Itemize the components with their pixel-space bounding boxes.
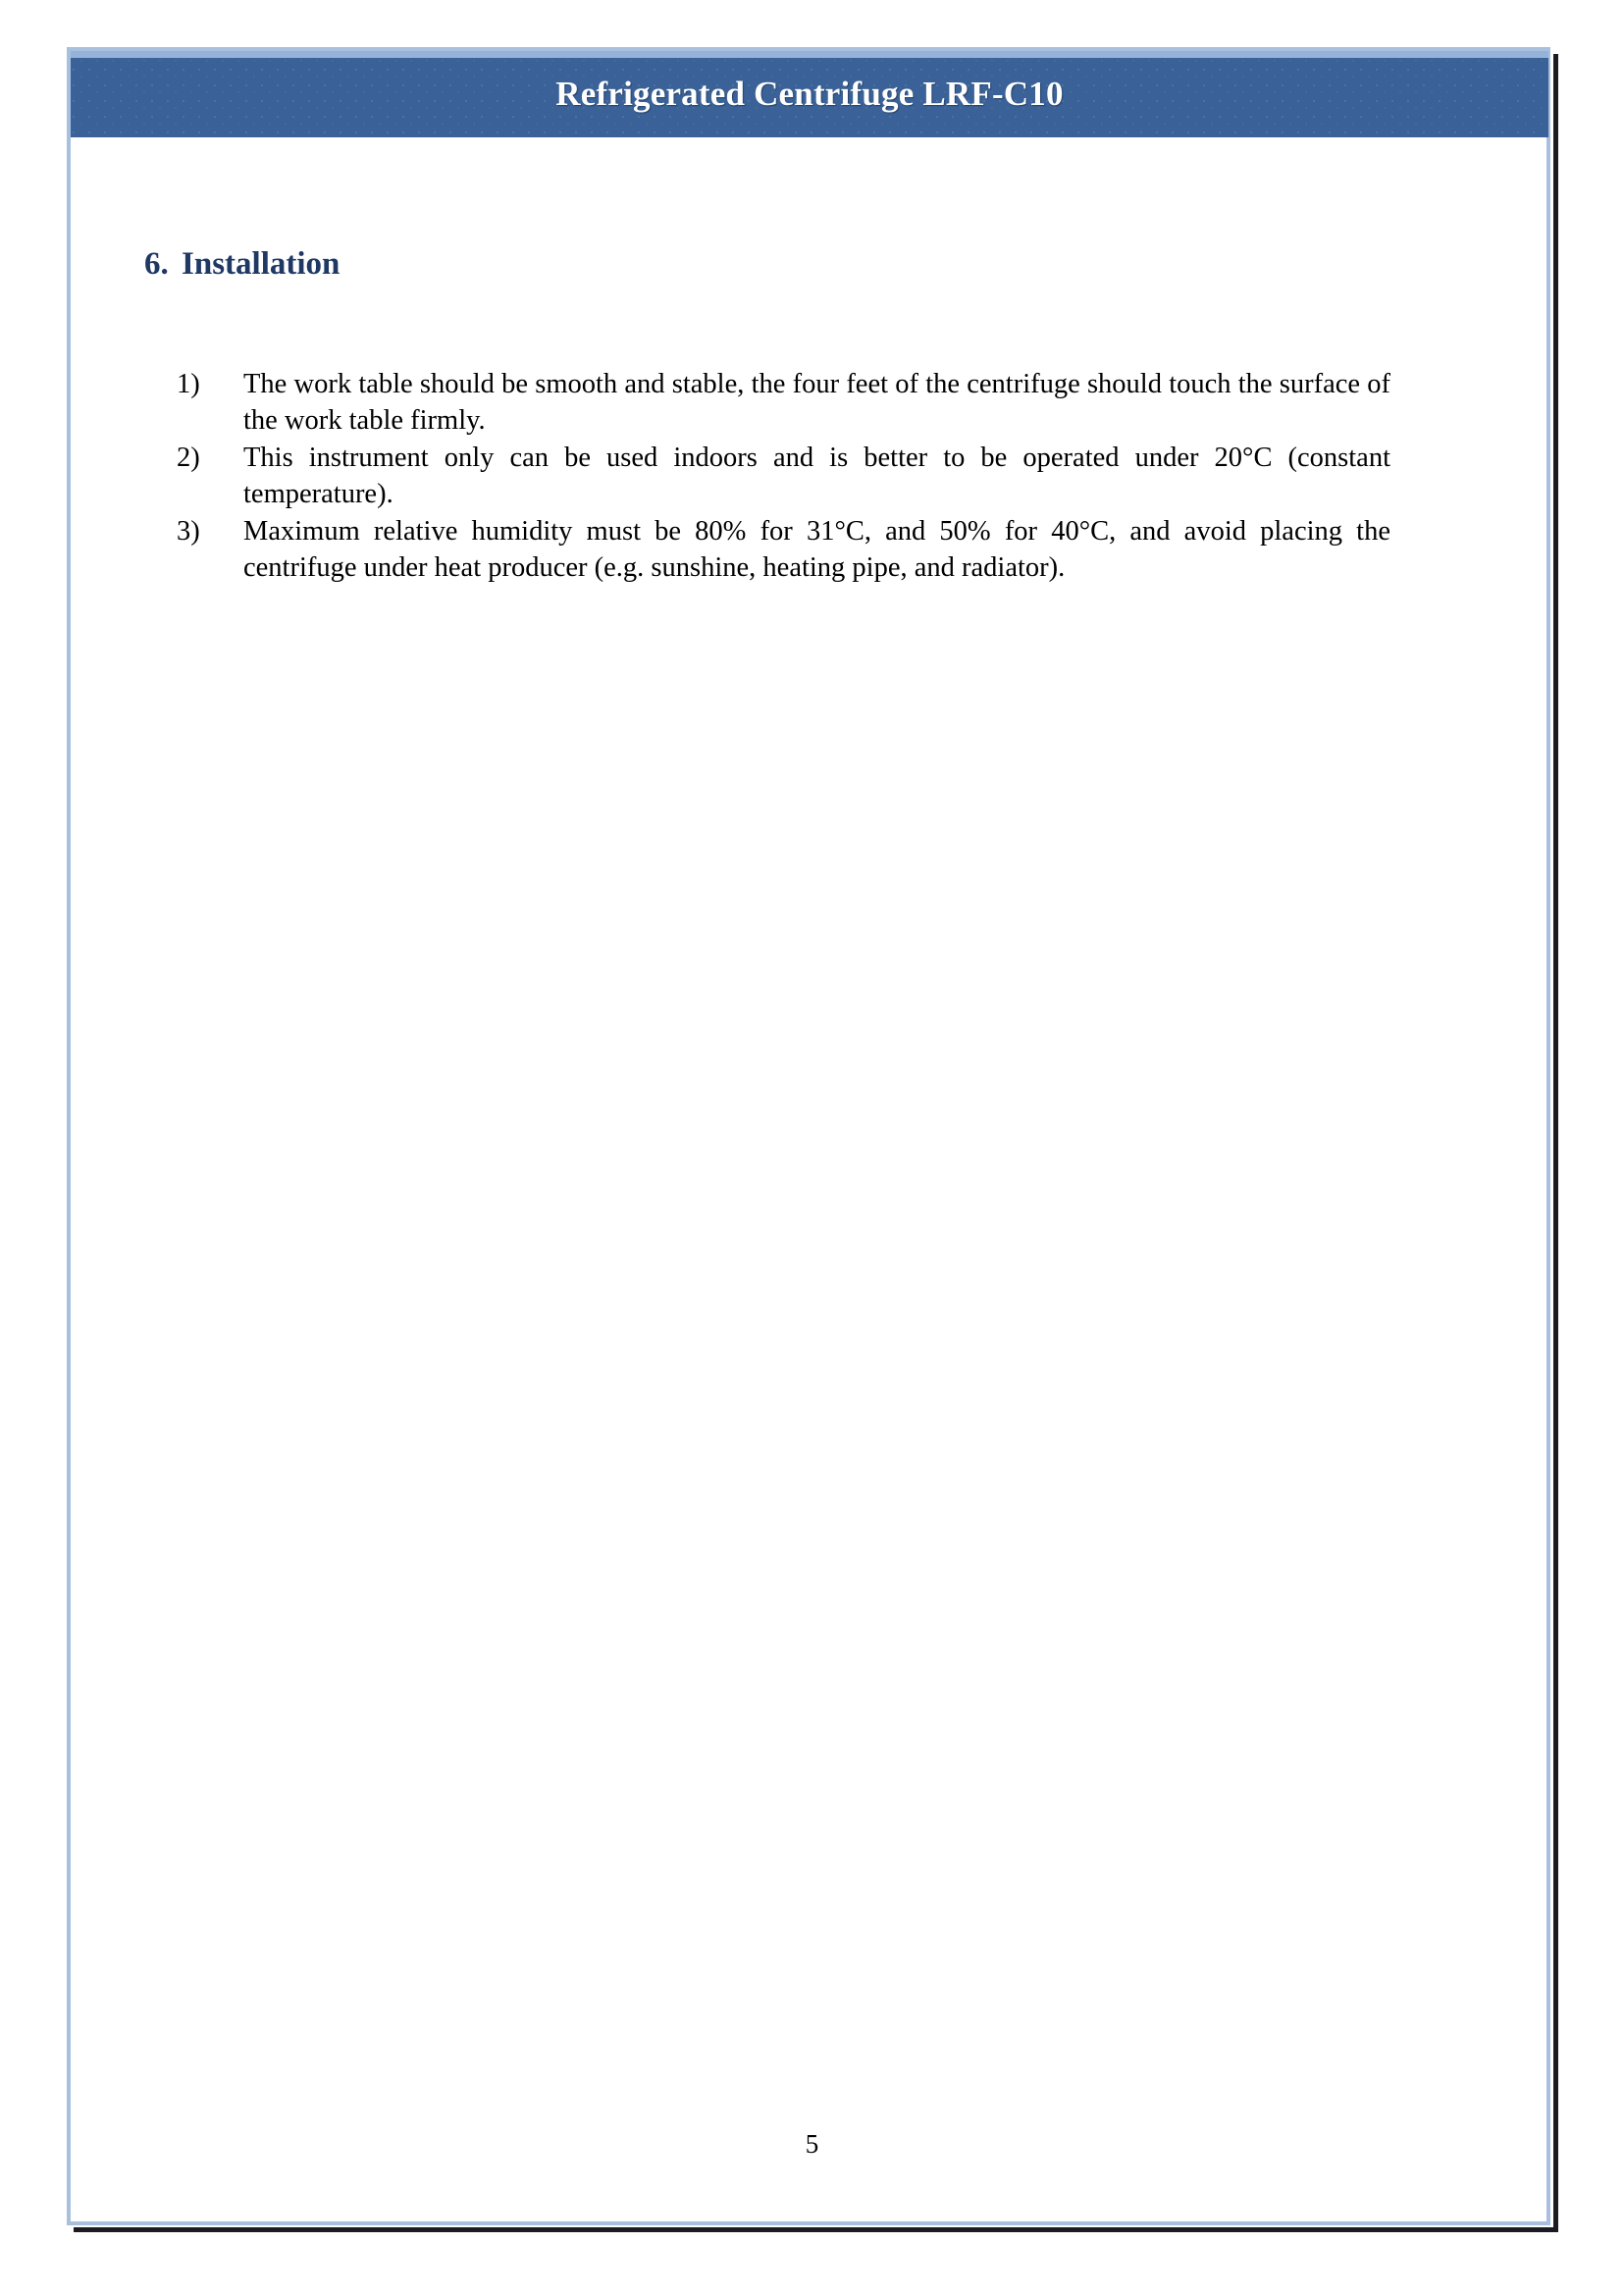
list-item-marker: 2) bbox=[177, 443, 200, 474]
list-item-marker: 1) bbox=[177, 369, 200, 399]
list-item bbox=[177, 366, 1390, 439]
list-item-marker: 3) bbox=[177, 516, 200, 548]
list-item bbox=[177, 513, 1390, 586]
list-item-text: The work table should be smooth and stable, the four feet of the centrifuge should touch the surface of the work table firmly. bbox=[243, 369, 1390, 437]
section-number: 6. bbox=[144, 246, 169, 282]
list-item-text: This instrument only can be used indoors and is better to be operated under 20°C (constant temperature). bbox=[243, 443, 1390, 510]
header-top-strip bbox=[71, 51, 1548, 58]
section-title: Installation bbox=[182, 246, 341, 282]
list-item bbox=[177, 440, 1390, 512]
footer-page-number: 5 bbox=[805, 2129, 819, 2159]
section-heading bbox=[144, 245, 1390, 285]
document-title: Refrigerated Centrifuge LRF-C10 bbox=[555, 75, 1064, 113]
document-header-banner bbox=[71, 51, 1548, 137]
page-frame-shadow-right bbox=[1553, 54, 1558, 2232]
list-item-text: Maximum relative humidity must be 80% for 31°C, and 50% for 40°C, and avoid placing the centrifuge under heat producer (e.g. sunshine, heating pipe, and radiator). bbox=[243, 516, 1390, 584]
page-content bbox=[144, 245, 1390, 584]
page-frame-shadow-bottom bbox=[74, 2227, 1558, 2232]
installation-instructions-list bbox=[177, 366, 1390, 587]
